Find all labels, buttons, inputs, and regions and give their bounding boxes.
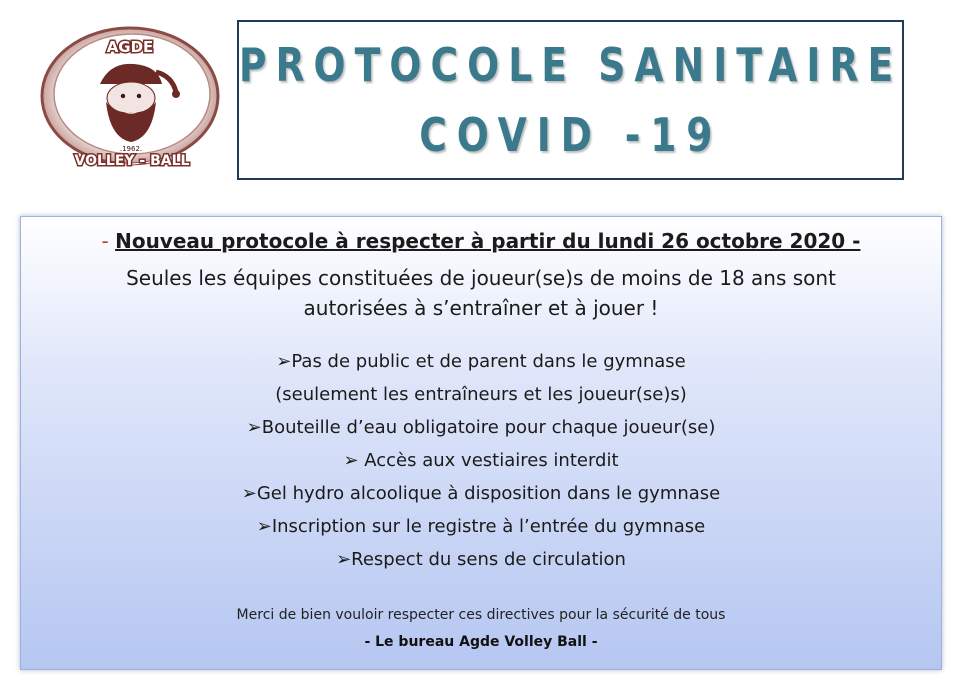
info-box: [20, 216, 942, 670]
club-logo: [30, 14, 230, 172]
rule-text: (seulement les entraîneurs et les joueur(se)s): [275, 384, 687, 405]
rule-text: Gel hydro alcoolique à disposition dans le gymnase: [256, 483, 721, 504]
logo-bottom-text: VOLLEY - BALL: [74, 153, 190, 169]
rule-item: [21, 378, 941, 411]
rule-text: Inscription sur le registre à l’entrée du gymnase: [271, 516, 706, 537]
rules-list: [21, 345, 941, 576]
title-line-2: COVID -19: [418, 108, 723, 162]
volleyball-club-emblem-icon: [30, 14, 230, 172]
rule-text: Bouteille d’eau obligatoire pour chaque joueur(se): [261, 417, 716, 438]
restriction-line-1: Seules les équipes constituées de joueur(se)s de moins de 18 ans sont: [126, 266, 836, 290]
restriction-line-2: autorisées à s’entraîner et à jouer !: [303, 296, 659, 320]
rule-item: [21, 477, 941, 510]
rule-item: [21, 543, 941, 576]
arrow-bullet-icon: ➢: [256, 516, 272, 537]
logo-year: .1962.: [119, 145, 143, 153]
title-line-1: PROTOCOLE SANITAIRE: [238, 38, 903, 92]
headline-dash: -: [101, 229, 116, 253]
arrow-bullet-icon: ➢: [246, 417, 262, 438]
rule-text: Accès aux vestiaires interdit: [358, 450, 619, 471]
logo-top-text: AGDE: [106, 38, 154, 56]
headline-text: Nouveau protocole à respecter à partir du lundi 26 octobre 2020 -: [115, 229, 861, 253]
rule-item: [21, 444, 941, 477]
headline: [21, 229, 941, 253]
rule-text: Pas de public et de parent dans le gymnase: [291, 351, 686, 372]
rule-item: [21, 411, 941, 444]
rule-item: [21, 345, 941, 378]
title-box: [237, 20, 904, 180]
arrow-bullet-icon: ➢: [336, 549, 352, 570]
rule-text: Respect du sens de circulation: [351, 549, 626, 570]
arrow-bullet-icon: ➢: [276, 351, 292, 372]
restriction-text: [21, 263, 941, 323]
arrow-bullet-icon: ➢: [343, 450, 359, 471]
thanks-note: Merci de bien vouloir respecter ces directives pour la sécurité de tous: [236, 607, 726, 623]
signature: - Le bureau Agde Volley Ball -: [364, 634, 598, 650]
rule-item: [21, 510, 941, 543]
arrow-bullet-icon: ➢: [241, 483, 257, 504]
